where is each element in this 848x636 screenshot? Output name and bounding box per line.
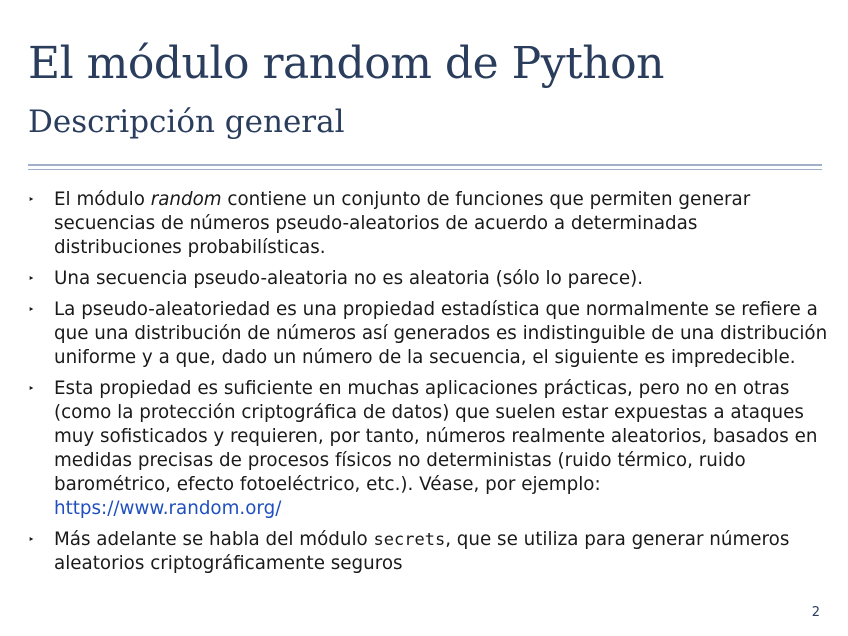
- module-name-random: random: [150, 189, 222, 210]
- title-divider-bottom: [28, 169, 822, 170]
- page-number: 2: [811, 605, 820, 620]
- bullet-text: Una secuencia pseudo-aleatoria no es aleatoria (sólo lo parece).: [54, 268, 644, 289]
- title-divider-top: [28, 164, 822, 166]
- slide-subtitle: Descripción general: [28, 104, 345, 140]
- bullet-marker-icon: ‣: [28, 533, 35, 546]
- bullet-text: , que se utiliza para generar números aleatorios criptográficamente seguros: [54, 529, 790, 574]
- slide-title: El módulo random de Python: [28, 38, 664, 89]
- bullet-marker-icon: ‣: [28, 303, 35, 316]
- bullet-text: Más adelante se habla del módulo: [54, 529, 374, 550]
- bullet-marker-icon: ‣: [28, 382, 35, 395]
- bullet-text: contiene un conjunto de funciones que permiten generar secuencias de números pseudo-aleatorios de acuerdo a determinadas distribuciones probabilísticas.: [54, 189, 751, 258]
- bullet-text: La pseudo-aleatoriedad es una propiedad estadística que normalmente se refiere a que una distribución de números así generados es indistinguible de una distribución uniforme y a que, dado un número de la secuencia, el siguiente es impredecible.: [54, 299, 828, 368]
- bullet-item: [28, 528, 828, 576]
- bullet-text: Esta propiedad es suficiente en muchas aplicaciones prácticas, pero no en otras (como la protección criptográfica de datos) que suelen estar expuestas a ataques muy sofisticados y requieren, por tanto, números realmente aleatorios, basados en medidas precisas de procesos físicos no deterministas (ruido térmico, ruido barométrico, efecto fotoeléctrico, etc.). Véase, por ejemplo:: [54, 378, 818, 495]
- bullet-marker-icon: ‣: [28, 193, 35, 206]
- module-name-secrets: secrets: [373, 530, 446, 550]
- bullet-item: [28, 188, 828, 260]
- bullet-item: [28, 267, 828, 291]
- bullet-item: [28, 377, 828, 521]
- bullet-marker-icon: ‣: [28, 272, 35, 285]
- random-org-link[interactable]: https://www.random.org/: [54, 498, 282, 519]
- bullet-item: [28, 298, 828, 370]
- bullet-text: El módulo: [54, 189, 151, 210]
- bullet-list: [28, 188, 828, 583]
